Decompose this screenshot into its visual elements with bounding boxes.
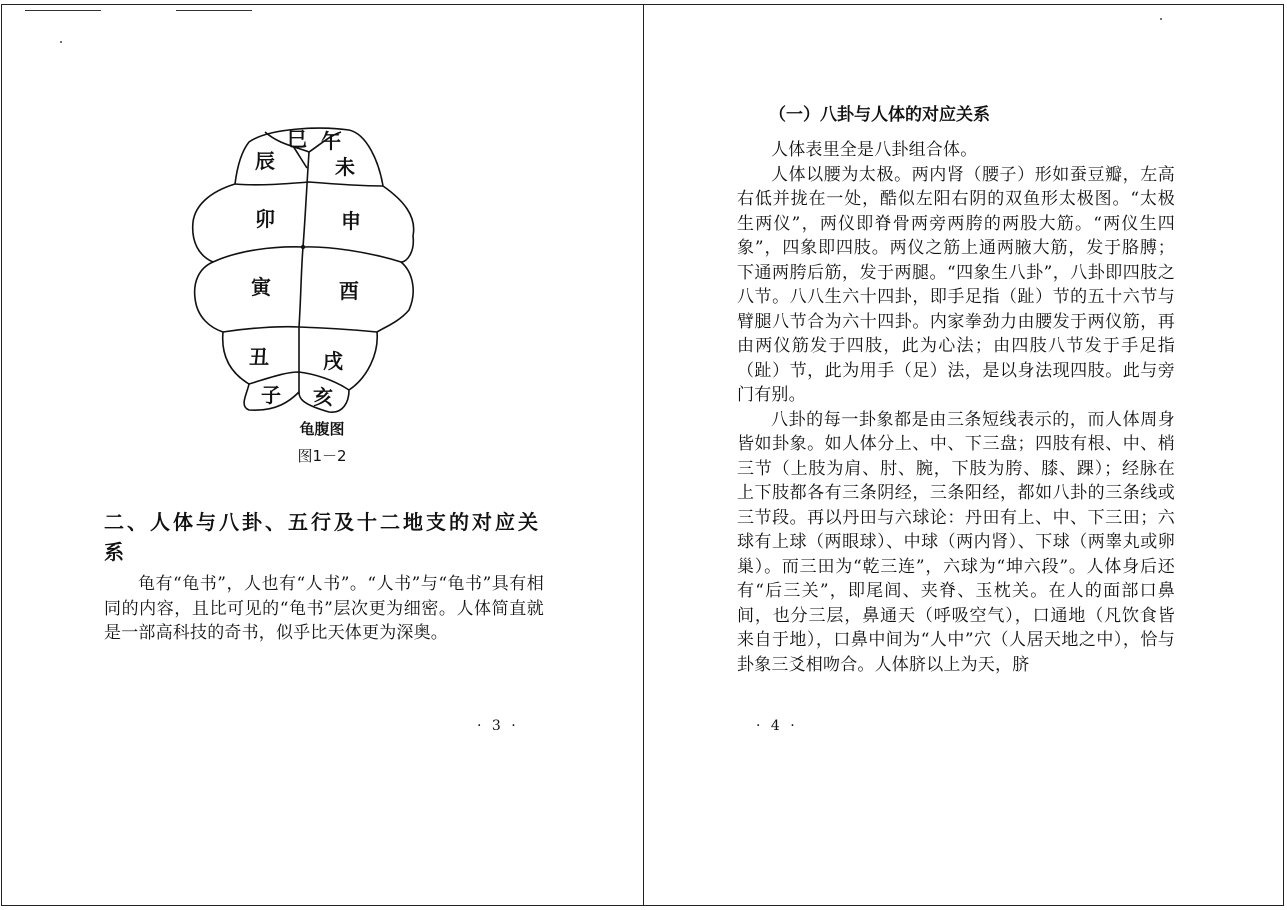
- seam: [223, 327, 377, 332]
- page-number: · 4 ·: [756, 718, 798, 734]
- label-chou: 丑: [249, 345, 269, 369]
- turtle-plastron-figure: [189, 122, 419, 420]
- label-zi: 子: [261, 383, 281, 407]
- label-mao: 卯: [255, 207, 275, 231]
- right-page: [644, 4, 1284, 906]
- seam: [235, 182, 383, 186]
- left-body-text: [104, 572, 544, 646]
- label-you: 酉: [339, 279, 359, 303]
- label-chen: 辰: [255, 149, 275, 173]
- section-heading: 二、人体与八卦、五行及十二地支的对应关系: [104, 510, 541, 564]
- figure-caption-number: 图1－2: [297, 447, 347, 465]
- paragraph: 龟有“龟书”，人也有“人书”。“人书”与“龟书”具有相同的内容，且比可见的“龟书”层次更为细密。人体简直就是一部高科技的奇书，似乎比天体更为深奥。: [104, 574, 544, 643]
- page-number: · 3 ·: [477, 718, 519, 734]
- plastron-outline: [193, 128, 414, 412]
- turtle-plastron-diagram: [189, 122, 419, 420]
- right-body-text: [737, 138, 1175, 677]
- paragraph: 八卦的每一卦象都是由三条短线表示的，而人体周身皆如卦象。如人体分上、中、下三盘；四肢有根、中、梢三节（上肢为肩、肘、腕，下肢为胯、膝、踝）；经脉在上下肢都各有三条阴经，三条阳经，都如八卦的三条线或三节段。再以丹田与六球论：丹田有上、中、下三田；六球有上球（两眼球）、中球（两内肾）、下球（两睾丸或卵巢）。而三田为“乾三连”，六球为“坤六段”。人体身后还有“后三关”，即尾闾、夹脊、玉枕关。在人的面部口鼻间，也分三层，鼻通天（呼吸空气），口通地（凡饮食皆来自于地），口鼻中间为“人中”穴（人居天地之中），恰与卦象三爻相吻合。人体脐以上为天，脐: [737, 409, 1175, 675]
- seam-junction-dot: [301, 245, 305, 249]
- central-seam: [299, 152, 309, 392]
- label-si: 巳: [287, 127, 307, 151]
- label-xu: 戌: [323, 349, 343, 373]
- label-yin: 寅: [251, 275, 271, 299]
- left-page: [1, 4, 643, 906]
- paragraph: 人体表里全是八卦组合体。: [771, 140, 978, 160]
- figure-caption-title: 龟腹图: [299, 420, 345, 438]
- seam: [213, 247, 401, 262]
- subsection-heading: （一）八卦与人体的对应关系: [769, 105, 990, 125]
- label-wu: 午: [321, 129, 341, 153]
- label-hai: 亥: [313, 385, 333, 409]
- label-shen: 申: [341, 209, 361, 233]
- paragraph: 人体以腰为太极。两内肾（腰子）形如蚕豆瓣，左高右低并拢在一处，酷似左阳右阴的双鱼形太极图。“太极生两仪”，两仪即脊骨两旁两胯的两股大筋。“两仪生四象”，四象即四肢。两仪之筋上通两腋大筋，发于胳膊；下通两胯后筋，发于两腿。“四象生八卦”，八卦即四肢之八节。八八生六十四卦，即手足指（趾）节的五十六节与臂腿八节合为六十四卦。内家拳劲力由腰发于两仪筋，再由两仪筋发于四肢，此为心法；由四肢八节发于手足指（趾）节，此为用手（足）法，是以身法现四肢。此与旁门有别。: [737, 164, 1175, 405]
- label-wei: 未: [335, 155, 355, 179]
